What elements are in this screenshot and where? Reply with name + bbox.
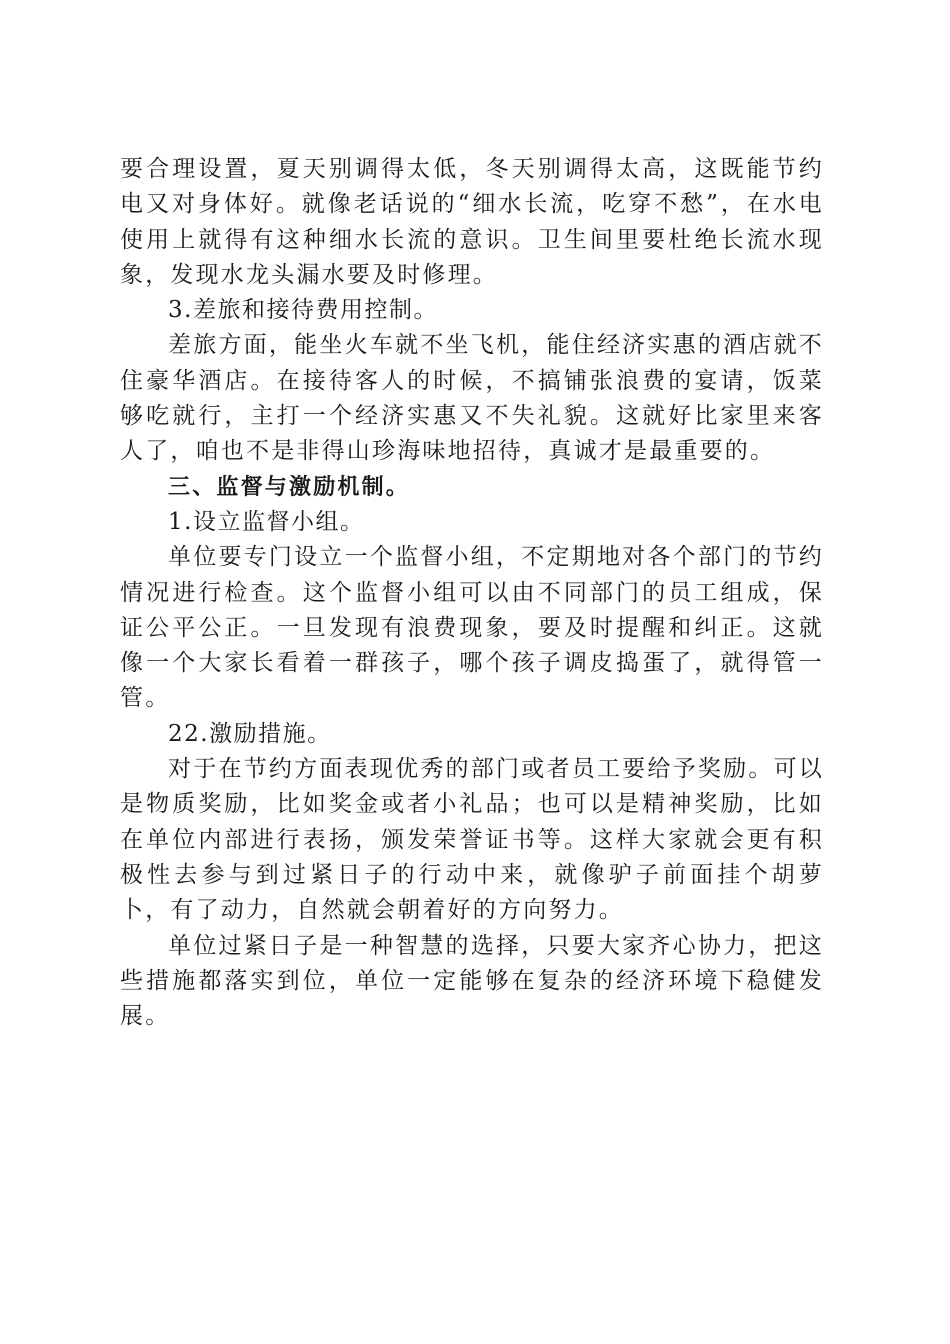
subheading-incentive-measures: 22.激励措施。 <box>168 720 332 747</box>
document-page <box>120 152 824 1034</box>
paragraph-travel-reception: 差旅方面，能坐火车就不坐飞机，能住经济实惠的酒店就不住豪华酒店。在接待客人的时候，不搞铺张浪费的宴请，饭菜够吃就行，主打一个经济实惠又不失礼貌。这就好比家里来客人了，咱也不是非得山珍海味地招待，真诚才是最重要的。 <box>120 332 824 465</box>
paragraph-conclusion: 单位过紧日子是一种智慧的选择，只要大家齐心协力，把这些措施都落实到位，单位一定能够在复杂的经济环境下稳健发展。 <box>120 932 824 1030</box>
paragraph-utilities: 要合理设置，夏天别调得太低，冬天别调得太高，这既能节约电又对身体好。就像老话说的“细水长流，吃穿不愁”，在水电使用上就得有这种细水长流的意识。卫生间里要杜绝长流水现象，发现水龙头漏水要及时修理。 <box>120 156 824 288</box>
paragraph-supervision-group: 单位要专门设立一个监督小组，不定期地对各个部门的节约情况进行检查。这个监督小组可以由不同部门的员工组成，保证公平公正。一旦发现有浪费现象，要及时提醒和纠正。这就像一个大家长看着一群孩子，哪个孩子调皮捣蛋了，就得管一管。 <box>120 544 824 712</box>
paragraph-incentive-measures: 对于在节约方面表现优秀的部门或者员工要给予奖励。可以是物质奖励，比如奖金或者小礼品；也可以是精神奖励，比如在单位内部进行表扬，颁发荣誉证书等。这样大家就会更有积极性去参与到过紧日子的行动中来，就像驴子前面挂个胡萝卜，有了动力，自然就会朝着好的方向努力。 <box>120 756 824 924</box>
subheading-supervision-group: 1.设立监督小组。 <box>168 508 365 535</box>
subheading-travel-reception: 3.差旅和接待费用控制。 <box>168 297 438 324</box>
section-heading-supervision-incentive: 三、监督与激励机制。 <box>168 474 411 500</box>
